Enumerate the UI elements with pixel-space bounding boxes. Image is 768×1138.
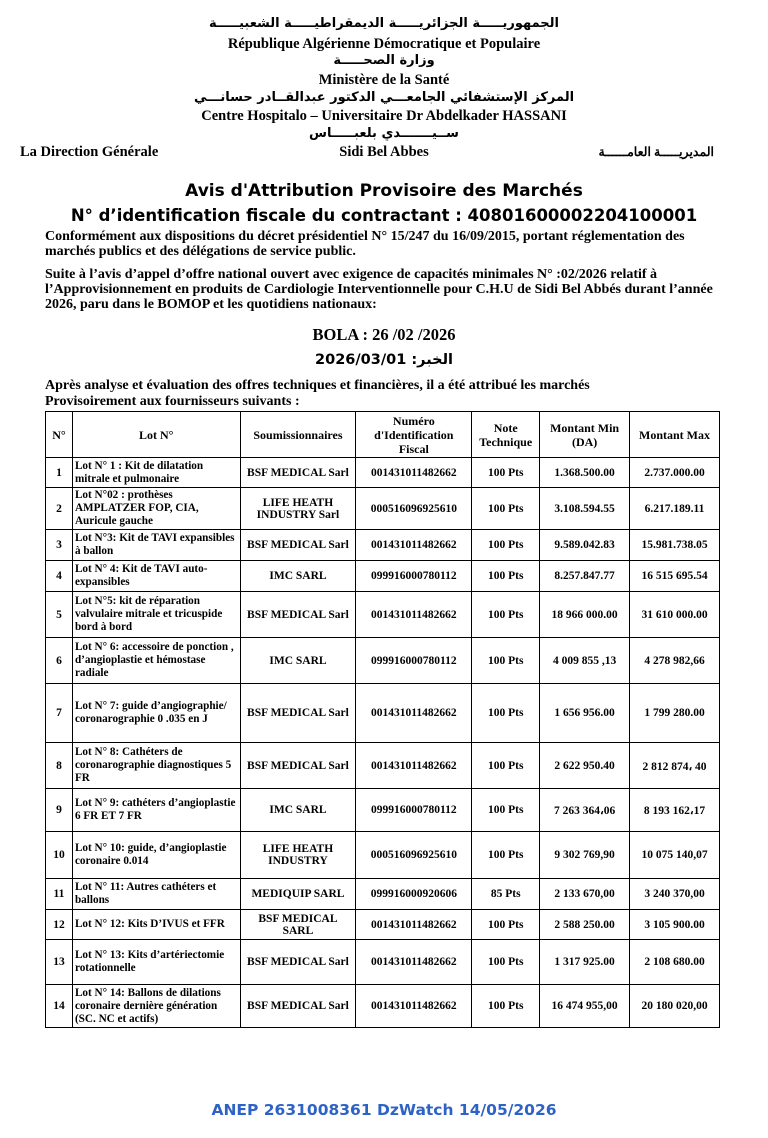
cell-supplier: BSF MEDICAL Sarl (240, 940, 356, 985)
notice-title: Avis d'Attribution Provisoire des Marchés (185, 181, 583, 201)
cell-note: 85 Pts (472, 879, 540, 910)
cell-min: 1 656 956.00 (540, 684, 630, 743)
cell-lot: Lot N° 7: guide d’angiographie/ coronarographie 0 .035 en J (72, 684, 240, 743)
cell-n: 5 (46, 592, 73, 638)
table-row (46, 879, 720, 910)
cell-min: 16 474 955,00 (540, 985, 630, 1028)
cell-max: 3 105 900.00 (630, 910, 720, 940)
table-row (46, 684, 720, 743)
cell-lot: Lot N° 10: guide, d’angioplastie coronaire 0.014 (72, 832, 240, 879)
col-header-lot: Lot N° (72, 412, 240, 458)
cell-max: 2 812 874، 40 (630, 743, 720, 789)
anep-footer: ANEP 2631008361 DzWatch 14/05/2026 (211, 1101, 557, 1119)
cell-n: 9 (46, 789, 73, 832)
cell-note: 100 Pts (472, 743, 540, 789)
cell-n: 1 (46, 458, 73, 488)
cell-max: 20 180 020,00 (630, 985, 720, 1028)
table-row (46, 789, 720, 832)
col-header-supplier: Soumissionnaires (240, 412, 356, 458)
cell-n: 13 (46, 940, 73, 985)
col-header-nif: Numéro d'Identification Fiscal (356, 412, 472, 458)
table-row (46, 458, 720, 488)
cell-nif: 001431011482662 (356, 458, 472, 488)
cell-supplier: BSF MEDICAL Sarl (240, 592, 356, 638)
cell-nif: 001431011482662 (356, 985, 472, 1028)
cell-n: 11 (46, 879, 73, 910)
cell-supplier: MEDIQUIP SARL (240, 879, 356, 910)
cell-nif: 001431011482662 (356, 910, 472, 940)
cell-min: 3.108.594.55 (540, 488, 630, 530)
cell-lot: Lot N° 6: accessoire de ponction , d’angioplastie et hémostase radiale (72, 638, 240, 684)
nif-title: N° d’identification fiscale du contractant : 408016000022041000​01 (70, 206, 698, 225)
table-row (46, 530, 720, 561)
elkhabar-date: الخبر: 2026/03/01 (315, 352, 453, 368)
cell-note: 100 Pts (472, 561, 540, 592)
bola-date: BOLA : 26 /02 /2026 (312, 325, 456, 344)
cell-n: 8 (46, 743, 73, 789)
cell-n: 2 (46, 488, 73, 530)
table-row (46, 592, 720, 638)
cell-max: 15.981.738.05 (630, 530, 720, 561)
cell-supplier: IMC SARL (240, 638, 356, 684)
cell-supplier: BSF MEDICAL Sarl (240, 985, 356, 1028)
cell-lot: Lot N°5: kit de réparation valvulaire mitrale et tricuspide bord à bord (72, 592, 240, 638)
cell-min: 8.257.847.77 (540, 561, 630, 592)
col-header-note: Note Technique (472, 412, 540, 458)
cell-supplier: LIFE HEATH INDUSTRY (240, 832, 356, 879)
cell-max: 6.217.189.11 (630, 488, 720, 530)
cell-max: 2 108 680.00 (630, 940, 720, 985)
cell-lot: Lot N°02 : prothèses AMPLATZER FOP, CIA, Auricule gauche (72, 488, 240, 530)
table-row (46, 638, 720, 684)
cell-note: 100 Pts (472, 488, 540, 530)
center-title: Centre Hospitalo – Universitaire Dr Abdelkader HASSANI (201, 108, 567, 124)
table-row (46, 561, 720, 592)
direction-ar: المديريـــــة العامــــــة (598, 145, 714, 159)
col-header-n: N° (46, 412, 73, 458)
cell-lot: Lot N° 12: Kits D’IVUS et FFR (72, 910, 240, 940)
table-row (46, 910, 720, 940)
cell-note: 100 Pts (472, 530, 540, 561)
cell-note: 100 Pts (472, 638, 540, 684)
cell-note: 100 Pts (472, 458, 540, 488)
cell-note: 100 Pts (472, 940, 540, 985)
cell-min: 18 966 000.00 (540, 592, 630, 638)
attribution-table (45, 411, 720, 1028)
table-row (46, 743, 720, 789)
cell-lot: Lot N° 8: Cathéters de coronarographie diagnostiques 5 FR (72, 743, 240, 789)
cell-nif: 001431011482662 (356, 743, 472, 789)
cell-nif: 000516096925610 (356, 488, 472, 530)
cell-supplier: BSF MEDICAL SARL (240, 910, 356, 940)
republic-title: République Algérienne Démocratique et Populaire (227, 36, 541, 52)
arabic-center: المركز الإستشفائي الجامعـــي الدكتور عبدالقــادر حسانـــي (193, 90, 575, 105)
cell-note: 100 Pts (472, 789, 540, 832)
cell-nif: 099916000920606 (356, 879, 472, 910)
cell-note: 100 Pts (472, 684, 540, 743)
cell-supplier: BSF MEDICAL Sarl (240, 684, 356, 743)
cell-n: 12 (46, 910, 73, 940)
cell-min: 9 302 769,90 (540, 832, 630, 879)
cell-lot: Lot N° 9: cathéters d’angioplastie 6 FR ET 7 FR (72, 789, 240, 832)
cell-n: 4 (46, 561, 73, 592)
cell-n: 14 (46, 985, 73, 1028)
col-header-min: Montant Min (DA) (540, 412, 630, 458)
table-header-row (46, 412, 720, 458)
cell-nif: 099916000780112 (356, 789, 472, 832)
cell-lot: Lot N°3: Kit de TAVI expansibles à ballon (72, 530, 240, 561)
arabic-ministry: وزارة الصحـــــة (333, 53, 435, 68)
cell-supplier: LIFE HEATH INDUSTRY Sarl (240, 488, 356, 530)
arabic-republic: الجمهوريـــــة الجزائريـــــة الديمقراطيـــــة الشعبيـــــة (208, 16, 559, 31)
ministry-title: Ministère de la Santé (318, 72, 450, 88)
cell-min: 4 009 855 ,13 (540, 638, 630, 684)
cell-max: 4 278 982,66 (630, 638, 720, 684)
decree-paragraph: Conformément aux dispositions du décret présidentiel N° 15/247 du 16/09/2015, portant réglementation des marchés publics et des délégations de service public. (45, 229, 685, 259)
cell-nif: 001431011482662 (356, 530, 472, 561)
cell-min: 2 588 250.00 (540, 910, 630, 940)
cell-min: 9.589.042.83 (540, 530, 630, 561)
table-row (46, 985, 720, 1028)
cell-n: 3 (46, 530, 73, 561)
cell-supplier: BSF MEDICAL Sarl (240, 458, 356, 488)
table-row (46, 940, 720, 985)
cell-nif: 000516096925610 (356, 832, 472, 879)
cell-nif: 001431011482662 (356, 684, 472, 743)
cell-min: 2 622 950.40 (540, 743, 630, 789)
cell-lot: Lot N° 14: Ballons de dilations coronaire dernière génération (SC. NC et actifs) (72, 985, 240, 1028)
cell-max: 3 240 370,00 (630, 879, 720, 910)
col-header-max: Montant Max (630, 412, 720, 458)
cell-n: 7 (46, 684, 73, 743)
cell-supplier: BSF MEDICAL Sarl (240, 530, 356, 561)
cell-max: 31 610 000.00 (630, 592, 720, 638)
cell-lot: Lot N° 13: Kits d’artériectomie rotationnelle (72, 940, 240, 985)
cell-nif: 001431011482662 (356, 592, 472, 638)
direction-fr: La Direction Générale (20, 144, 159, 160)
table-row (46, 832, 720, 879)
table-row (46, 488, 720, 530)
analysis-line1: Après analyse et évaluation des offres techniques et financières, il a été attribué les marchés (45, 378, 590, 393)
cell-n: 6 (46, 638, 73, 684)
cell-note: 100 Pts (472, 832, 540, 879)
cell-note: 100 Pts (472, 910, 540, 940)
cell-nif: 001431011482662 (356, 940, 472, 985)
cell-min: 1.368.500.00 (540, 458, 630, 488)
cell-nif: 099916000780112 (356, 638, 472, 684)
cell-n: 10 (46, 832, 73, 879)
cell-min: 1 317 925.00 (540, 940, 630, 985)
cell-nif: 099916000780112 (356, 561, 472, 592)
cell-lot: Lot N° 1 : Kit de dilatation mitrale et pulmonaire (72, 458, 240, 488)
cell-note: 100 Pts (472, 985, 540, 1028)
cell-supplier: BSF MEDICAL Sarl (240, 743, 356, 789)
cell-max: 8 193 162،17 (630, 789, 720, 832)
tender-paragraph: Suite à l’avis d’appel d’offre national ouvert avec exigence de capacités minimales N° :02/2026 relatif à l’Approvisionnement en produits de Cardiologie Interventionnelle pour C.H.U de Sidi Bel Abbés durant l’année 2026, paru dans le BOMOP et les quotidiens nationaux: (45, 267, 713, 312)
cell-min: 7 263 364،06 (540, 789, 630, 832)
city: Sidi Bel Abbes (339, 144, 429, 160)
cell-max: 1 799 280.00 (630, 684, 720, 743)
analysis-line2: Provisoirement aux fournisseurs suivants : (45, 394, 300, 409)
cell-supplier: IMC SARL (240, 789, 356, 832)
cell-max: 2.737.000.00 (630, 458, 720, 488)
cell-max: 16 515 695.54 (630, 561, 720, 592)
cell-lot: Lot N° 4: Kit de TAVI auto-expansibles (72, 561, 240, 592)
cell-lot: Lot N° 11: Autres cathéters et ballons (72, 879, 240, 910)
arabic-city: ســيـــــــدي بلعبـــــاس (309, 126, 459, 141)
cell-max: 10 075 140,07 (630, 832, 720, 879)
cell-note: 100 Pts (472, 592, 540, 638)
cell-min: 2 133 670,00 (540, 879, 630, 910)
cell-supplier: IMC SARL (240, 561, 356, 592)
